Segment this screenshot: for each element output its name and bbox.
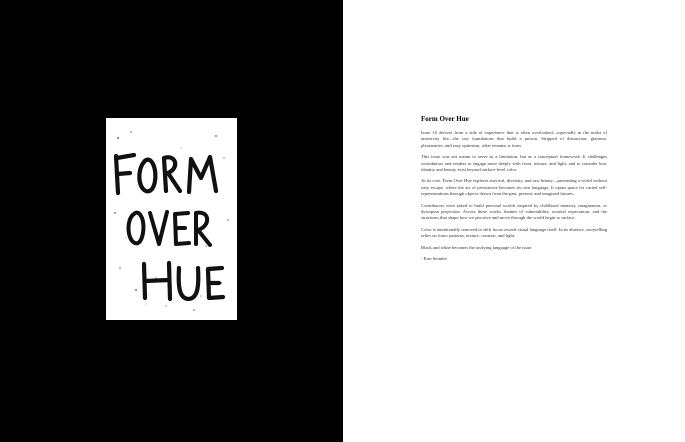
letters-hue (144, 263, 223, 299)
paragraph-4: Contributors were asked to build personal worlds inspired by childhood memory, imagination, or dystopian projection. Across these works, themes of vulnerability, societal expectation, and the structures that shape how we perceive and move through the world begin to surface. (421, 202, 607, 221)
editorial-text-column (421, 115, 607, 263)
right-page-white (343, 0, 685, 442)
paragraph-6: Black and white becomes the unifying language of the issue. (421, 244, 533, 250)
hand-lettered-title-art (106, 118, 237, 320)
paragraph-1: Issue 10 derives from a side of experience that is often overlooked—especially in the midst of university life—the raw foundations that build a person. Stripped of distraction, glamour, pleasantries, and easy optimism, what remains is form. (421, 130, 607, 148)
paragraph-5: Color is intentionally removed to shift focus toward visual language itself. In its absence, storytelling relies on form: patterns, texture, contrast, and light. (421, 226, 608, 239)
paragraph-3: At its core, Form Over Hue explores survival, diversity, and raw beauty—presenting a world without easy escape, where the act of persistence becomes its own language. It opens space for varied self-representations through objects drawn from the past, present, and imagined futures. (421, 178, 607, 197)
paragraph-2: This issue was not meant to serve as a limitation, but as a conceptual framework. It challenges contributors and readers to engage more deeply with form, texture, and light, and to consider how identity and beauty exist beyond surface-level color. (421, 154, 607, 173)
cover-artwork (106, 118, 237, 320)
letters-form (116, 155, 216, 193)
author-signature: - Erin Seimler (421, 256, 448, 262)
letters-over (128, 212, 210, 245)
article-title: Form Over Hue (421, 115, 469, 123)
